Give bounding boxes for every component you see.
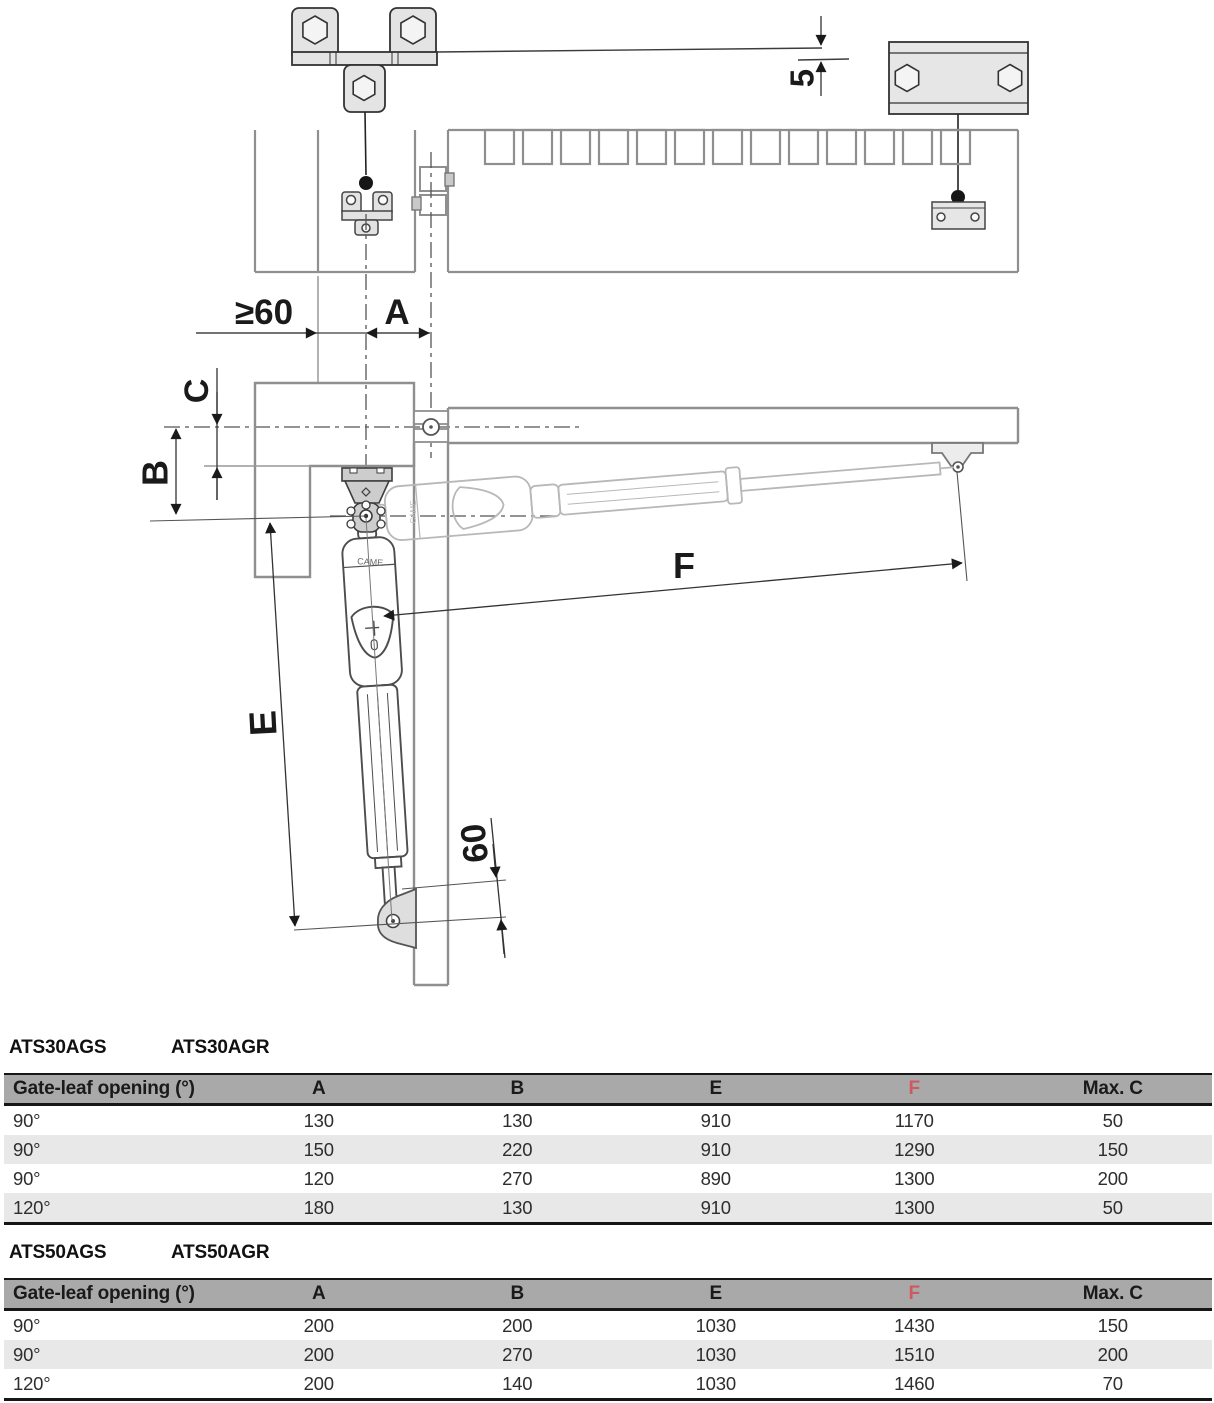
table-header-row <box>4 1278 1212 1311</box>
spec-table-ats30 <box>4 1073 1212 1225</box>
dim-e <box>242 523 295 926</box>
column-header-f: F <box>908 1078 920 1099</box>
front-bracket-detail <box>292 8 437 112</box>
table-cell: 130 <box>303 1109 334 1131</box>
table-cell: 1030 <box>695 1314 736 1336</box>
model-name: ATS30AGR <box>171 1037 270 1058</box>
table-cell: 200 <box>303 1314 334 1336</box>
dim-c <box>178 368 217 500</box>
hex-bolt-icon <box>303 16 327 44</box>
table-cell: 270 <box>502 1167 533 1189</box>
table-cell: 50 <box>1102 1109 1123 1131</box>
dim-min60-A <box>196 293 430 333</box>
table-cell: 130 <box>502 1196 533 1218</box>
hex-bolt-icon <box>998 65 1021 92</box>
table-row <box>4 1164 1212 1193</box>
spec-table-ats50 <box>4 1278 1212 1401</box>
table-cell: 1300 <box>894 1196 935 1218</box>
rear-bracket-detail <box>889 42 1028 114</box>
column-header: Gate-leaf opening (°) <box>13 1078 195 1099</box>
table-cell: 220 <box>502 1138 533 1160</box>
table-row <box>4 1193 1212 1222</box>
gate-comb-teeth <box>485 130 970 164</box>
actuator-ghost-closed-position <box>368 440 956 542</box>
rear-plate-elevation <box>932 202 985 229</box>
table-row <box>4 1369 1212 1398</box>
table-cell: 120 <box>303 1167 334 1189</box>
dim-b-label: B <box>134 460 176 486</box>
table-cell: 200 <box>303 1343 334 1365</box>
hinge-axis-plan <box>423 419 439 435</box>
table-cell: 890 <box>700 1167 731 1189</box>
dim-c-label: C <box>177 378 216 404</box>
table-cell: 1300 <box>894 1167 935 1189</box>
hex-bolt-icon <box>401 16 425 44</box>
dim-f <box>384 545 962 616</box>
reference-line <box>437 48 822 52</box>
table-cell: 270 <box>502 1343 533 1365</box>
table-cell: 90° <box>13 1109 41 1131</box>
model-name: ATS50AGS <box>9 1242 107 1263</box>
model-title-ats50 <box>4 1242 1212 1264</box>
column-header: A <box>311 1283 326 1304</box>
column-header: Max. C <box>1082 1283 1143 1304</box>
pivot-extension-line <box>150 516 366 521</box>
table-cell: 200 <box>502 1314 533 1336</box>
brand-actuator: CAME <box>356 556 384 568</box>
column-header: B <box>510 1078 524 1099</box>
table-cell: 910 <box>700 1138 731 1160</box>
table-row <box>4 1135 1212 1164</box>
dim-b <box>135 429 176 514</box>
table-cell: 180 <box>303 1196 334 1218</box>
front-bracket-elevation <box>342 192 392 235</box>
brand-ghost: CAME <box>409 500 418 524</box>
table-cell: 90° <box>13 1138 41 1160</box>
table-cell: 90° <box>13 1167 41 1189</box>
table-cell: 140 <box>502 1372 533 1394</box>
table-cell: 1030 <box>695 1343 736 1365</box>
table-row <box>4 1340 1212 1369</box>
column-header: E <box>709 1283 722 1304</box>
table-cell: 50 <box>1102 1196 1123 1218</box>
table-cell: 90° <box>13 1343 41 1365</box>
hex-bolt-icon <box>353 76 375 101</box>
table-cell: 910 <box>700 1196 731 1218</box>
column-header-f: F <box>908 1283 920 1304</box>
table-cell: 150 <box>1097 1138 1128 1160</box>
table-cell: 130 <box>502 1109 533 1131</box>
table-cell: 150 <box>1097 1314 1128 1336</box>
table-cell: 120° <box>13 1372 51 1394</box>
column-header: Max. C <box>1082 1078 1143 1099</box>
table-cell: 1170 <box>894 1109 934 1131</box>
table-cell: 150 <box>303 1138 334 1160</box>
table-cell: 1510 <box>894 1343 935 1365</box>
rear-detail-leader <box>951 114 965 204</box>
table-cell: 1460 <box>894 1372 935 1394</box>
table-cell: 90° <box>13 1314 41 1336</box>
dim-e-label: E <box>242 709 286 737</box>
dim-60-label: 60 <box>453 821 497 865</box>
model-title-ats30 <box>4 1037 1212 1059</box>
table-cell: 200 <box>303 1372 334 1394</box>
table-header-row <box>4 1073 1212 1106</box>
column-header: A <box>311 1078 326 1099</box>
table-cell: 910 <box>700 1109 731 1131</box>
dim-a-label: A <box>384 293 410 332</box>
dim-5 <box>784 16 849 96</box>
spec-tables <box>4 1037 1212 1401</box>
table-cell: 200 <box>1097 1343 1128 1365</box>
table-body <box>4 1311 1212 1401</box>
dim-min60-label: ≥60 <box>234 293 294 332</box>
table-cell: 1290 <box>894 1138 935 1160</box>
column-header: B <box>510 1283 524 1304</box>
table-row <box>4 1106 1212 1135</box>
column-header: Gate-leaf opening (°) <box>13 1283 195 1304</box>
table-cell: 120° <box>13 1196 51 1218</box>
table-cell: 1030 <box>695 1372 736 1394</box>
table-row <box>4 1311 1212 1340</box>
table-cell: 1430 <box>894 1314 935 1336</box>
detail-leader <box>359 112 373 190</box>
extension-line <box>957 472 967 581</box>
dim-f-label: F <box>673 545 695 586</box>
model-name: ATS30AGS <box>9 1037 107 1058</box>
table-cell: 200 <box>1097 1167 1128 1189</box>
column-header: E <box>709 1078 722 1099</box>
dim-5-label: 5 <box>783 68 821 88</box>
hex-bolt-icon <box>895 65 918 92</box>
front-elevation <box>255 130 1018 272</box>
table-body <box>4 1106 1212 1225</box>
model-name: ATS50AGR <box>171 1242 270 1263</box>
table-cell: 70 <box>1102 1372 1123 1394</box>
